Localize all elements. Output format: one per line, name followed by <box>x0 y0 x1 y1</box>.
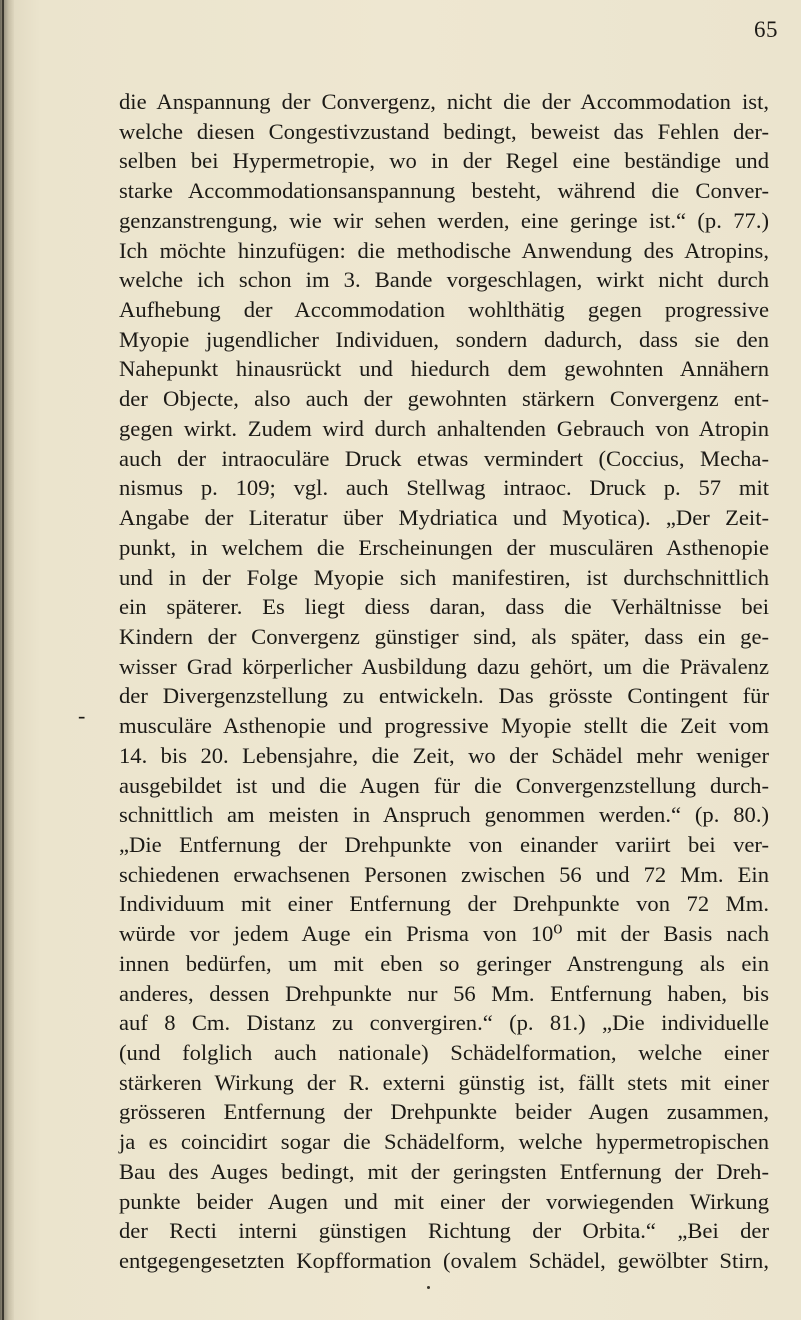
text-line: Aufhebung der Accommodation wohlthätig gegen progressive <box>119 297 769 323</box>
text-line: auch der intraoculäre Druck etwas vermindert (Coccius, Mecha- <box>119 445 769 471</box>
text-line: der Recti interni günstigen Richtung der Orbita.“ „Bei der <box>119 1218 769 1244</box>
text-line: wisser Grad körperlicher Ausbildung dazu gehört, um die Prävalenz <box>119 653 769 679</box>
text-line: Myopie jugendlicher Individuen, sondern dadurch, dass sie den <box>119 326 769 352</box>
text-line: schiedenen erwachsenen Personen zwischen 56 und 72 Mm. Ein <box>119 861 769 887</box>
body-text <box>119 87 769 1276</box>
text-line: punkt, in welchem die Erscheinungen der musculären Asthenopie <box>119 534 769 560</box>
text-line: gegen wirkt. Zudem wird durch anhaltenden Gebrauch von Atropin <box>119 415 769 441</box>
text-line: welche ich schon im 3. Bande vorgeschlagen, wirkt nicht durch <box>119 267 769 293</box>
binding-line <box>2 0 4 1320</box>
text-line: Ich möchte hinzufügen: die methodische Anwendung des Atropins, <box>119 237 769 263</box>
text-line: auf 8 Cm. Distanz zu convergiren.“ (p. 81.) „Die individuelle <box>119 1010 769 1036</box>
text-line: schnittlich am meisten in Anspruch genommen werden.“ (p. 80.) <box>119 802 769 828</box>
text-line: Angabe der Literatur über Mydriatica und Myotica). „Der Zeit- <box>119 505 769 531</box>
page-number: 65 <box>754 17 778 42</box>
text-line: der Divergenzstellung zu entwickeln. Das grösste Contingent für <box>119 683 769 709</box>
text-line: die Anspannung der Convergenz, nicht die der Accommodation ist, <box>119 89 769 114</box>
text-line: welche diesen Congestivzustand bedingt, beweist das Fehlen der- <box>119 118 769 144</box>
text-line: innen bedürfen, um mit eben so geringer Anstrengung als ein <box>119 950 769 976</box>
text-line: anderes, dessen Drehpunkte nur 56 Mm. Entfernung haben, bis <box>119 980 769 1006</box>
text-line: 14. bis 20. Lebensjahre, die Zeit, wo der Schädel mehr weniger <box>119 742 769 768</box>
text-line: stärkeren Wirkung der R. externi günstig ist, fällt stets mit einer <box>119 1069 769 1095</box>
text-line: grösseren Entfernung der Drehpunkte beider Augen zusammen, <box>119 1099 769 1125</box>
text-line: ausgebildet ist und die Augen für die Convergenzstellung durch- <box>119 772 769 798</box>
text-line: punkte beider Augen und mit einer der vorwiegenden Wirkung <box>119 1188 769 1214</box>
margin-mark: - <box>78 703 86 728</box>
text-line: Kindern der Convergenz günstiger sind, als später, dass ein ge- <box>119 623 769 649</box>
text-line: ja es coincidirt sogar die Schädelform, welche hypermetropischen <box>119 1129 769 1155</box>
text-line: (und folglich auch nationale) Schädelformation, welche einer <box>119 1040 769 1065</box>
text-line: „Die Entfernung der Drehpunkte von einander variirt bei ver- <box>119 831 769 857</box>
text-line: Nahepunkt hinausrückt und hiedurch dem gewohnten Annähern <box>119 356 769 382</box>
text-line: Bau des Auges bedingt, mit der geringsten Entfernung der Dreh- <box>119 1158 769 1184</box>
text-line: entgegengesetzten Kopfformation (ovalem Schädel, gewölbter Stirn, <box>119 1248 769 1274</box>
text-line: und in der Folge Myopie sich manifestiren, ist durchschnittlich <box>119 564 769 590</box>
stray-ink-dot <box>427 1286 430 1289</box>
text-line: ein späterer. Es liegt diess daran, dass die Verhältnisse bei <box>119 594 769 620</box>
text-line: genzanstrengung, wie wir sehen werden, eine geringe ist.“ (p. 77.) <box>119 207 769 233</box>
text-line: würde vor jedem Auge ein Prisma von 10⁰ mit der Basis nach <box>119 921 769 947</box>
text-line: nismus p. 109; vgl. auch Stellwag intraoc. Druck p. 57 mit <box>119 475 769 501</box>
text-line: starke Accommodationsanspannung besteht, während die Conver- <box>119 178 769 204</box>
text-line: selben bei Hypermetropie, wo in der Regel eine beständige und <box>119 148 769 174</box>
text-line: Individuum mit einer Entfernung der Drehpunkte von 72 Mm. <box>119 891 769 917</box>
text-line: musculäre Asthenopie und progressive Myopie stellt die Zeit vom <box>119 713 769 739</box>
text-line: der Objecte, also auch der gewohnten stärkern Convergenz ent- <box>119 386 769 412</box>
